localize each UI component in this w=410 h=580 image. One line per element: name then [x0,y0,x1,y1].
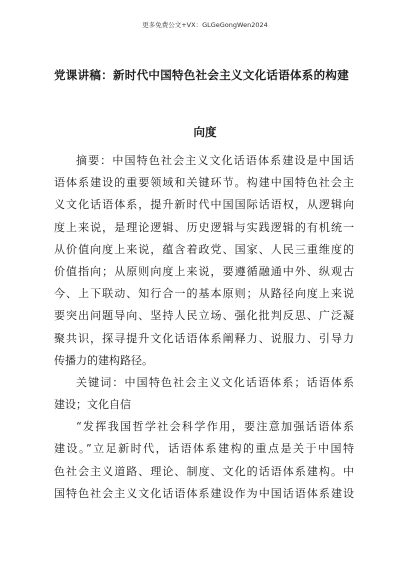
document-title: 党课讲稿：新时代中国特色社会主义文化话语体系的构建 [54,68,349,82]
header-note: 更多免费公文+VX：GLGeGongWen2024 [142,21,268,29]
body-paragraph-line: 建设。”立足新时代，话语体系建构的重点是关于中国特 [54,442,354,456]
abstract-line: 要突出问题导向、坚持人民立场、强化批判反思、广泛凝 [54,309,354,323]
body-paragraph-line: 国特色社会主义文化话语体系建设作为中国话语体系建设 [54,486,354,500]
abstract-line: 价值指向；从原则向度上来说，要遵循融通中外、纵观古 [54,264,354,278]
abstract-line: 聚共识，探寻提升文化话语体系阐释力、说服力、引导力 [54,331,354,345]
keywords-line: 关键词：中国特色社会主义文化话语体系；话语体系 [76,375,354,389]
abstract-line: 从价值向度上来说，蕴含着政党、国家、人民三重维度的 [54,242,354,256]
document-body [54,150,354,505]
document-title-continuation: 向度 [193,125,217,139]
body-paragraph-line: 色社会主义道路、理论、制度、文化的话语体系建构。中 [54,464,354,478]
abstract-line: 今、上下联动、知行合一的基本原则；从路径向度上来说 [54,287,354,301]
abstract-line: 传播力的建构路径。 [54,353,153,367]
abstract-line: 摘要：中国特色社会主义文化话语体系建设是中国话 [76,154,354,167]
abstract-line: 度上来说，是理论逻辑、历史逻辑与实践逻辑的有机统一 [54,220,354,234]
abstract-line: 义文化话语体系，提升新时代中国国际话语权，从逻辑向 [54,198,354,212]
keywords-line: 建设；文化自信 [54,398,131,412]
body-paragraph-line: “发挥我国哲学社会科学作用，要注意加强话语体系 [76,420,354,434]
abstract-line: 语体系建设的重要领域和关键环节。构建中国特色社会主 [54,176,354,190]
